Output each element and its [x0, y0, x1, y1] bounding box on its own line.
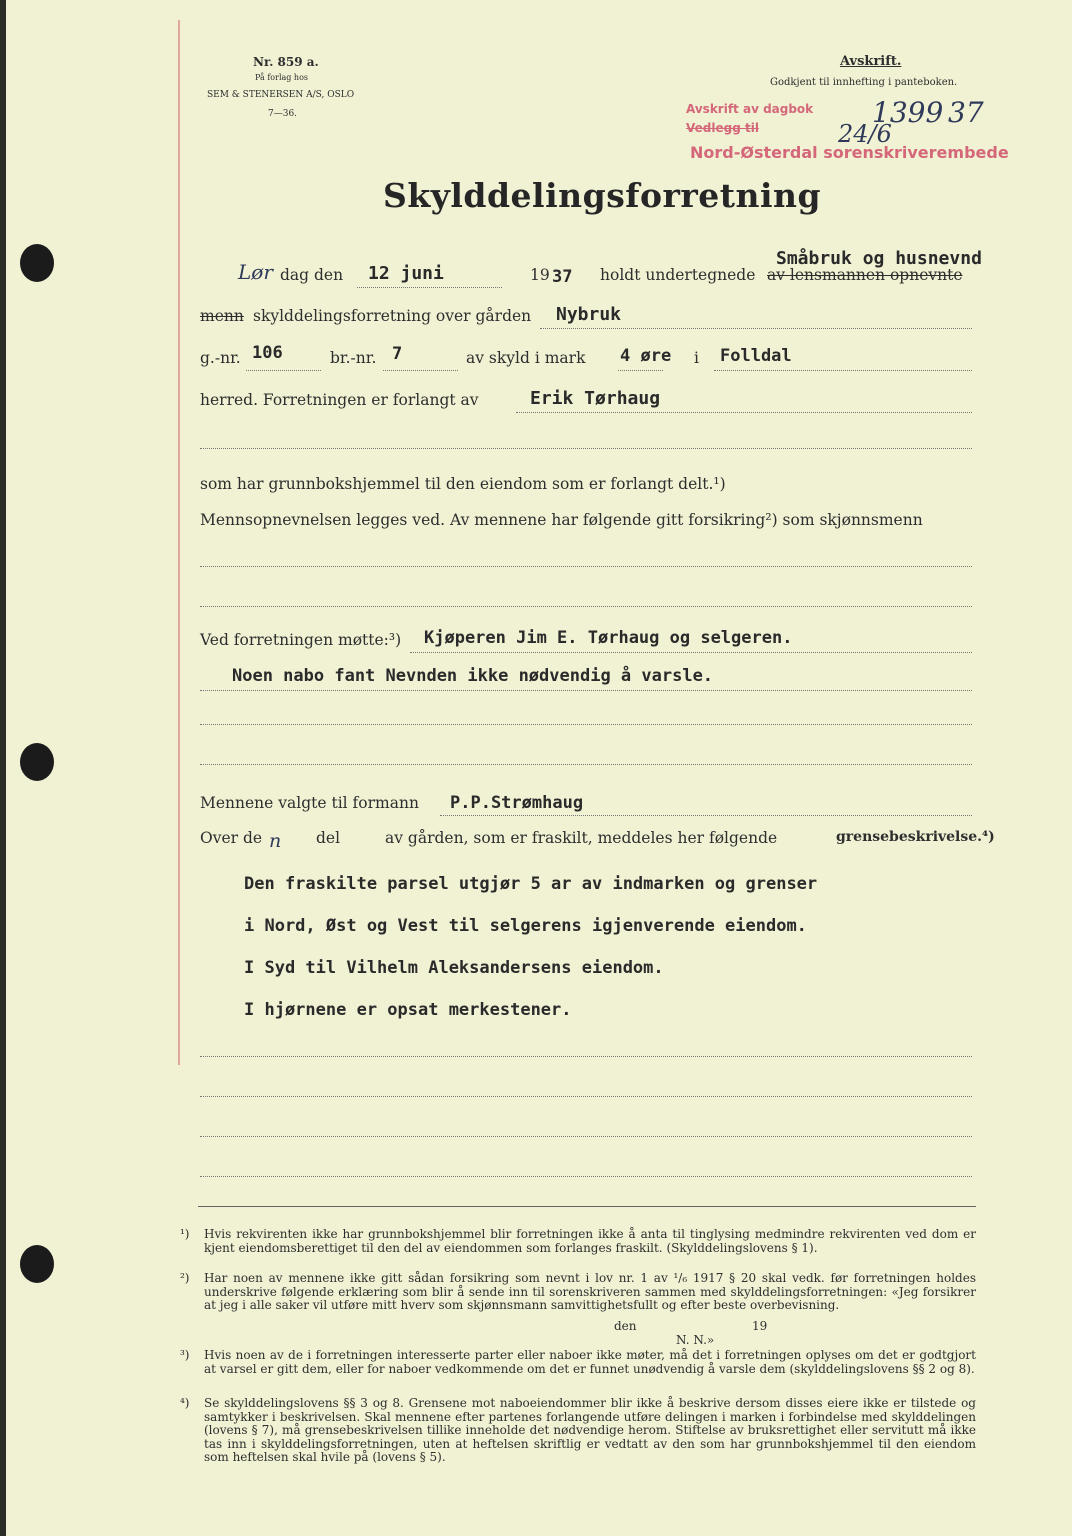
requested-by: Erik Tørhaug [530, 388, 661, 409]
menns-text: Mennsopnevnelsen legges ved. Av mennene har følgende gitt forsikring²) som skjønnsmenn [200, 511, 923, 529]
footnote-text: Se skylddelingslovens §§ 3 og 8. Grensene mot naboeiendommer blir ikke å beskrive dersom disses eiere ikke er tilstede og samtykker i beskrivelsen. Skal mennene efter partenes forlangende utføre delingen i marken i forbindelse med skylddelingen (lovens § 7), må grensebeskrivelsen tillike inneholde det nødvendige herom. Stiftelse av bruksrettighet eller servitutt må ikke tas inn i skylddelingsforretningen, uten at heftelsen skriftlig er vedtatt av den som har grunnbokshjemmel til den eiendom som heftelsen skal hvile på (lovens § 5). [204, 1396, 976, 1464]
document-title: Skylddelingsforretning [383, 176, 822, 215]
dag-den-label: dag den [280, 266, 344, 284]
farm-dots [540, 328, 972, 329]
herred-name: Folldal [720, 346, 792, 366]
footnote-text: Hvis noen av de i forretningen interesserte parter eller naboer ikke møter, må det i forretningen oplyses om det er godtgjort at varsel er gitt dem, eller for naboer vedkommende om det er funnet unødvendig å varsle dem (skylddelingslovens §§ 2 og 8). [204, 1348, 976, 1376]
footnote-4 [180, 1396, 976, 1465]
margin-line [178, 20, 180, 1065]
blank-line [200, 1056, 972, 1057]
skyld-label: av skyld i mark [466, 349, 586, 367]
punch-hole [20, 1245, 54, 1283]
over-n-field: n [269, 830, 282, 852]
formann-name: P.P.Strømhaug [450, 793, 584, 813]
formann-label: Mennene valgte til formann [200, 794, 419, 812]
skylddeling-label: skylddelingsforretning over gården [253, 307, 532, 325]
gnr-value: 106 [252, 343, 283, 363]
description-line: i Nord, Øst og Vest til selgerens igjenverende eiendom. [244, 916, 807, 936]
avskrift-label: Avskrift. [840, 54, 902, 69]
skyld-value: 4 øre [620, 346, 672, 366]
brnr-dots [383, 370, 458, 371]
skyld-dots [618, 370, 663, 371]
footnote-text: Har noen av mennene ikke gitt sådan forsikring som nevnt i lov nr. 1 av ¹/₆ 1917 § 20 skal vedk. før forretningen holdes underskrive følgende erklæring som blir å sende inn til sorenskriveren sammen med skylddelingsforretningen: «Jeg forsikrer at jeg i alle saker vil utføre mitt hverv som skjønnsmann samvittighetsfullt og efter beste overbevisning. [204, 1271, 976, 1312]
moette-label: Ved forretningen møtte:³) [200, 631, 402, 649]
footnote-text: Hvis rekvirenten ikke har grunnbokshjemmel blir forretningen ikke å anta til tinglysing medmindre rekvirenten ved dom er kjent eiendomsberettiget til den del av eiendommen som forlanges fraskilt. (Skylddelingslovens § 1). [204, 1227, 976, 1255]
struck-lensmannen: av lensmannen opnevnte [767, 266, 963, 284]
herred-dots [714, 370, 972, 371]
blank-line [200, 1096, 972, 1097]
year-prefix: 19 [530, 266, 550, 284]
registration-number: 1399 [872, 96, 944, 129]
struck-menn: menn [200, 307, 244, 325]
print-date-code: 7—36. [268, 109, 298, 119]
publisher-name: SEM & STENERSEN A/S, OSLO [207, 90, 355, 100]
date-field: 12 juni [368, 263, 444, 284]
stamp-line-1: Avskrift av dagbok [686, 102, 814, 116]
brnr-label: br.-nr. [330, 349, 377, 367]
grunnbok-text: som har grunnbokshjemmel til den eiendom som er forlangt delt.¹) [200, 475, 726, 493]
i-label: i [694, 349, 699, 367]
footnote-number: ⁴) [180, 1396, 190, 1410]
gnr-label: g.-nr. [200, 349, 241, 367]
blank-line [200, 606, 972, 607]
footnote-signature: N. N.» [676, 1333, 715, 1347]
punch-hole [20, 743, 54, 781]
brnr-value: 7 [392, 344, 403, 364]
footnote-year: 19 [752, 1319, 768, 1333]
blank-line [200, 724, 972, 725]
stamp-line-2: Vedlegg til [686, 121, 759, 135]
publisher-line: På forlag hos [255, 73, 309, 82]
form-number: Nr. 859 a. [253, 55, 319, 69]
holdt-label: holdt undertegnede [600, 266, 756, 284]
over-de-label: Over de [200, 829, 263, 847]
nevnd-insert: Småbruk og husnevnd [776, 248, 982, 269]
moette-line-1: Kjøperen Jim E. Tørhaug og selgeren. [424, 628, 793, 648]
herred-label: herred. Forretningen er forlangt av [200, 391, 479, 409]
blank-line [200, 448, 972, 449]
moette-line-2: Noen nabo fant Nevnden ikke nødvendig å varsle. [232, 666, 714, 686]
footnote-2 [180, 1271, 976, 1313]
moette-dots [410, 652, 972, 653]
description-line: I hjørnene er opsat merkestener. [244, 1000, 572, 1020]
blank-line [200, 566, 972, 567]
grense-heading: grensebeskrivelse.⁴) [836, 829, 995, 845]
godkjent-note: Godkjent til innhefting i panteboken. [770, 77, 958, 88]
footnote-rule [198, 1206, 976, 1207]
blank-line [200, 1136, 972, 1137]
blank-line [200, 764, 972, 765]
year-field: 37 [552, 267, 573, 287]
moette-dots [200, 690, 972, 691]
gnr-dots [246, 370, 321, 371]
weekday-field: Lør [238, 260, 273, 284]
date-dots [357, 287, 502, 288]
footnote-number: ¹) [180, 1227, 190, 1241]
footnote-number: ³) [180, 1348, 190, 1362]
footnote-number: ²) [180, 1271, 190, 1285]
footnote-3 [180, 1348, 976, 1376]
description-line: Den fraskilte parsel utgjør 5 ar av indmarken og grenser [244, 874, 818, 894]
farm-name: Nybruk [556, 304, 622, 325]
grense-text: av gården, som er fraskilt, meddeles her følgende [385, 829, 778, 847]
requester-dots [516, 412, 972, 413]
punch-hole [20, 244, 54, 282]
registration-year: 37 [948, 96, 984, 129]
formann-dots [440, 815, 972, 816]
scan-edge [0, 0, 6, 1536]
description-line: I Syd til Vilhelm Aleksandersens eiendom. [244, 958, 664, 978]
registration-date: 24/6 [838, 120, 892, 148]
footnote-1 [180, 1227, 976, 1255]
stamp-office: Nord-Østerdal sorenskriverembede [690, 143, 1009, 162]
blank-line [200, 1176, 972, 1177]
footnote-den: den [614, 1319, 637, 1333]
del-label: del [316, 829, 341, 847]
